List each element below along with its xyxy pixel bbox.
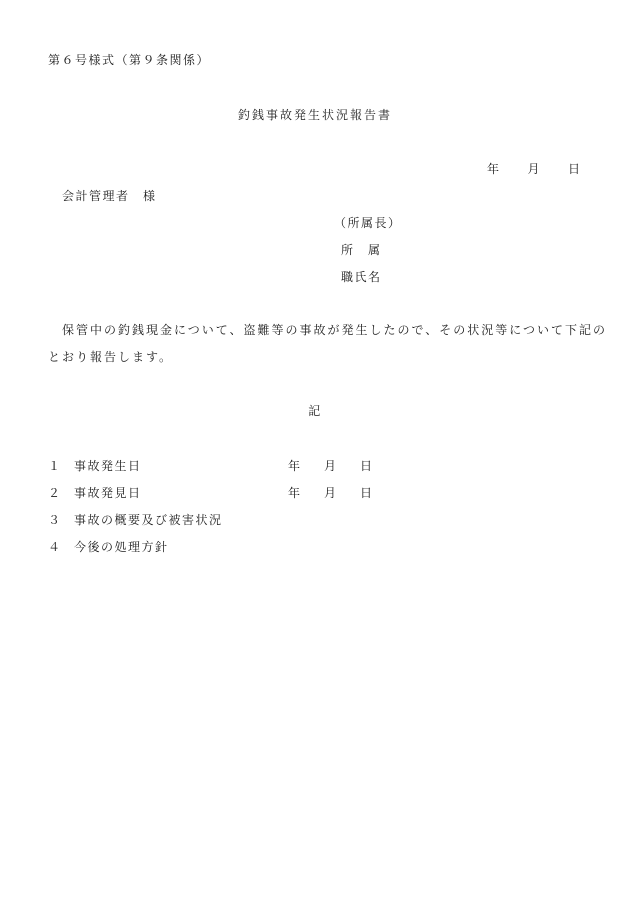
affiliation: 所 属 <box>341 243 382 257</box>
ki-heading: 記 <box>308 404 322 418</box>
document-title: 釣銭事故発生状況報告書 <box>237 108 392 122</box>
body-text-line-1: 保管中の釣銭現金について、盗難等の事故が発生したので、その状況等について下記の <box>62 323 608 337</box>
item-number: ２ <box>48 486 61 500</box>
affiliation-head: （所属長） <box>334 216 402 230</box>
body-text-line-2: とおり報告します。 <box>48 350 174 364</box>
item-date: 年 月 日 <box>288 459 373 473</box>
item-label: 事故発生日 <box>74 459 142 473</box>
item-label: 今後の処理方針 <box>74 540 169 554</box>
recipient: 会計管理者 様 <box>62 189 157 203</box>
item-number: ３ <box>48 513 61 527</box>
item-number: ４ <box>48 540 61 554</box>
item-number: １ <box>48 459 61 473</box>
item-label: 事故の概要及び被害状況 <box>74 513 223 527</box>
name-title: 職氏名 <box>341 270 382 284</box>
form-label: 第６号様式（第９条関係） <box>48 53 211 67</box>
date-line: 年 月 日 <box>487 162 582 176</box>
item-date: 年 月 日 <box>288 486 373 500</box>
item-label: 事故発見日 <box>74 486 142 500</box>
